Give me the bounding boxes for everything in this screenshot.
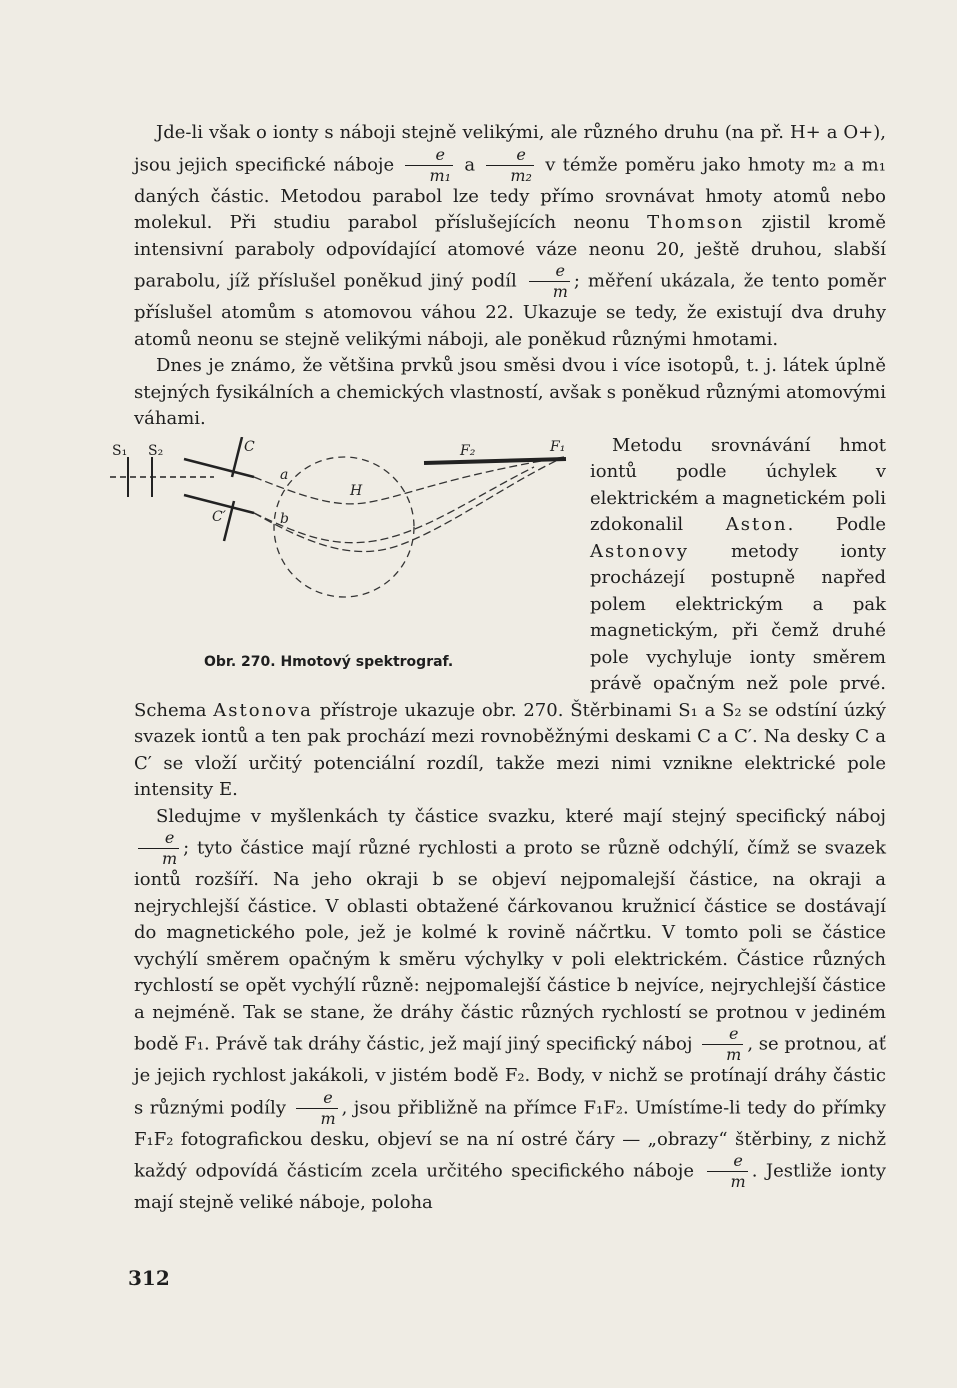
fraction-e-m: $\frac{e}{m}$ xyxy=(296,1090,337,1127)
text-span: a xyxy=(464,154,476,175)
label-b: b xyxy=(280,510,289,527)
text-span: Dnes je známo, že většina prvků jsou směsi dvou i více isotopů, t. j. látek úplně stejných fysikálních a chemických vlastností, avšak s poněkud různými atomovými váhami. xyxy=(134,355,886,429)
name-thomson: Thomson xyxy=(647,212,745,233)
fraction-e-m: $\frac{e}{m}$ xyxy=(702,1026,743,1063)
text-span: přístroje ukazuje obr. 270. Štěrbinami S₁ a S₂ se odstíní úzký svazek iontů a ten pak prochází mezi rovnoběžnými deskami C a C′. Na desky C a C′ se vloží určitý potenciální rozdíl, takže mezi nimi vznikne elektrické pole intensity E. xyxy=(134,699,886,800)
body-text xyxy=(112,120,887,1217)
text-span: . Podle xyxy=(787,514,886,535)
fraction-e-m: $\frac{e}{m}$ xyxy=(138,830,179,867)
name-astonova: Astonova xyxy=(213,699,313,721)
label-f1: F₁ xyxy=(550,438,566,455)
text-span: , jsou přibližně na přímce F₁F₂. Umístíme-li tedy do přímky F₁F₂ fotografickou desku, objeví se na ní ostré čáry — „obrazy“ štěrbiny, z nichž každý odpovídá částicím zcela určitého specifického náboje xyxy=(134,1097,886,1182)
figure-caption: Obr. 270. Hmotový spektrograf. xyxy=(204,653,454,670)
fraction-e-m: $\frac{e}{m}$ xyxy=(707,1153,748,1190)
text-span: , se protnou, ať je jejich rychlost jakákoli, v jistém bodě F₂. Body, v nichž se protínají dráhy částic s různými podíly xyxy=(134,1033,887,1118)
text-span: . Jestliže ionty mají stejně veliké náboje, poloha xyxy=(134,1160,886,1213)
label-h: H xyxy=(350,482,363,499)
label-s2: S₂ xyxy=(148,442,164,459)
label-s1: S₁ xyxy=(112,442,128,459)
name-astonovy: Astonovy xyxy=(590,540,690,562)
text-span: Metodu srovnávání hmot iontů podle úchylek v elektrickém a magnetickém poli zdokonalil xyxy=(590,434,886,535)
label-a: a xyxy=(280,466,289,483)
paragraph-4 xyxy=(134,804,886,1217)
text-span: ; tyto částice mají různé rychlosti a proto se různě odchýlí, čímž se svazek iontů rozšíří. Na jeho okraji b se objeví nejpomalejší částice, na okraji a nejrychlejší částice. V oblasti obtažené čárkovanou kružnicí částice se dostávají do magnetického pole, jež je kolmé k rovině náčrtku. V tomto poli se částice vychýlí směrem opačným k směru výchylky v poli elektrickém. Částice různých rychlostí se opět vychýlí různě: nejpomalejší částice b nejvíce, nejrychlejší částice a nejméně. Tak se stane, že dráhy částic různých rychlostí se protnou v jediném bodě F₁. Právě tak dráhy částic, jež mají jiný specifický náboj xyxy=(134,837,886,1055)
text-span: ; měření ukázala, že tento poměr příslušel atomům s atomovou váhou 22. Ukazuje se tedy, že existují dva druhy atomů neonu se stejně velikými náboji, ale poněkud různými hmotami. xyxy=(134,270,886,350)
paragraph-1 xyxy=(134,120,886,353)
fraction-e-m2: $\frac{e}{\text{m₂}}$ xyxy=(486,147,534,184)
text-span: zjistil kromě intensivní paraboly odpovídající atomové váze neonu 20, ještě druhou, slabší parabolu, jíž příslušel poněkud jiný podíl xyxy=(134,212,886,292)
page-number: 312 xyxy=(128,1266,170,1290)
text-span: Jde-li však o ionty s náboji stejně velikými, ale různého druhu (na př. H+ a O+), jsou jejich specifické náboje xyxy=(134,122,886,175)
text-span: Sledujme v myšlenkách ty částice svazku, které mají stejný specifický náboj xyxy=(156,805,886,827)
figure-mass-spectrograph xyxy=(104,437,574,687)
paragraph-2 xyxy=(134,353,886,433)
label-f2: F₂ xyxy=(460,442,476,459)
label-c-prime: C′ xyxy=(212,508,226,525)
fraction-e-m1: $\frac{e}{\text{m₁}}$ xyxy=(405,147,453,184)
name-aston: Aston xyxy=(725,514,788,535)
text-span: v témže poměru jako hmoty m₂ a m₁ daných částic. Metodou parabol lze tedy přímo srovnávat hmoty atomů nebo molekul. Při studiu parabol příslušejících neonu xyxy=(134,154,886,233)
label-c: C xyxy=(244,438,255,455)
text-span: metody ionty procházejí postupně napřed polem elektrickým a pak magnetickým, při čemž druhé pole vychyluje ionty směrem právě opačným než pole prvé. Schema xyxy=(134,540,886,721)
fraction-e-m: $\frac{e}{m}$ xyxy=(529,263,570,300)
